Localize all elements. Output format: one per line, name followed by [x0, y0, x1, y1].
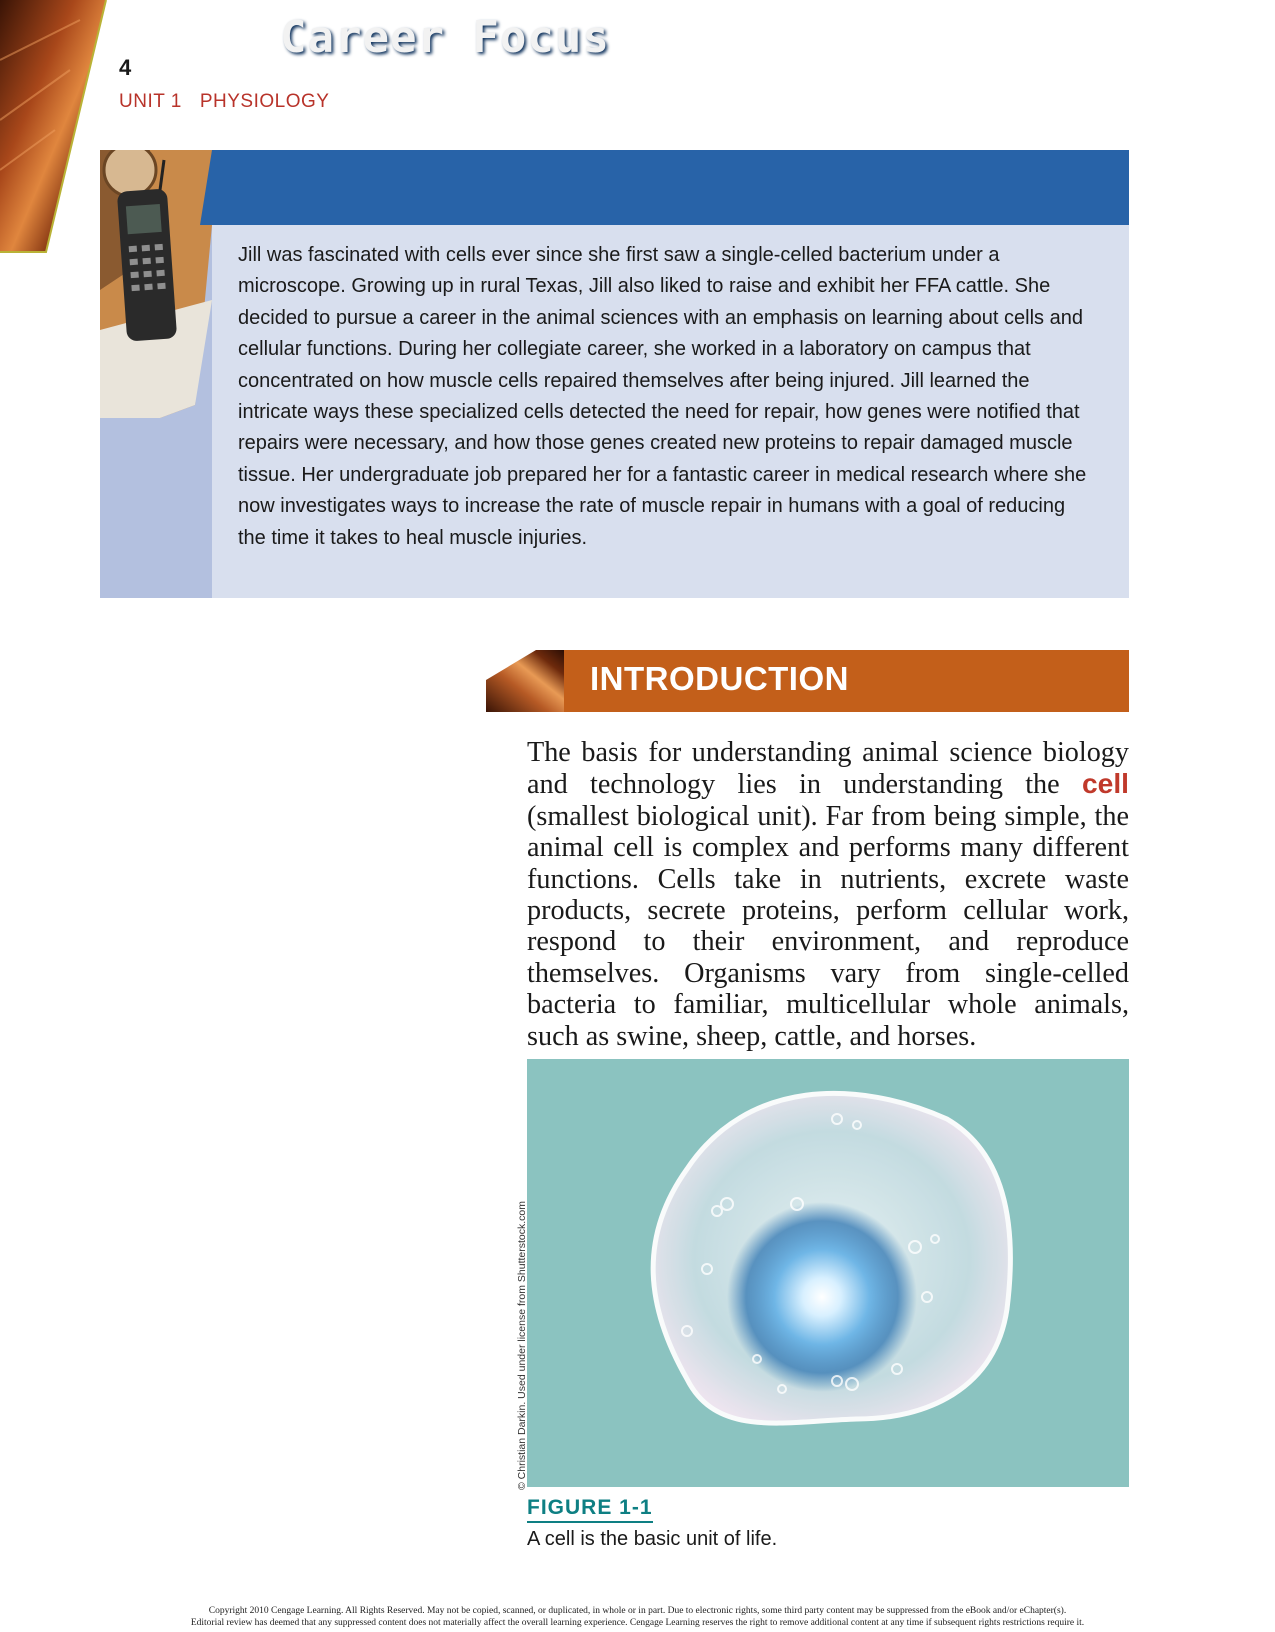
introduction-paragraph — [527, 737, 1129, 1052]
cell-image — [527, 1059, 1129, 1487]
intro-text-start: The basis for understanding animal science biology and technology lies in understanding the — [527, 737, 1129, 801]
corner-decoration — [0, 0, 110, 255]
running-head — [119, 91, 329, 113]
intro-text-end: (smallest biological unit). Far from being simple, the animal cell is complex and performs many different functions. Cells take in nutrients, excrete waste products, secrete proteins, perform cellular work, respond to their environment, and reproduce themselves. Organisms vary from single-celled bacteria to familiar, multicellular whole animals, such as swine, sheep, cattle, and horses. — [527, 800, 1129, 1052]
unit-label: UNIT 1 — [119, 91, 182, 112]
key-term-cell: cell — [1081, 767, 1130, 800]
figure-label: FIGURE 1-1 — [527, 1496, 653, 1523]
career-focus-photo — [100, 150, 212, 598]
page-number: 4 — [119, 55, 132, 80]
cell-illustration — [527, 1059, 1129, 1487]
photo-credit: © Christian Darkin. Used under license from Shutterstock.com — [516, 1200, 528, 1490]
copyright-line-2: Editorial review has deemed that any suppressed content does not materially affect the overall learning experience. Cengage Learning reserves the right to remove additional content at any time if subsequent rights restrictions require it. — [190, 1618, 1085, 1628]
copyright-notice — [0, 1605, 1275, 1629]
career-focus-header — [212, 150, 1129, 225]
career-header-wedge — [200, 150, 230, 225]
section-label: PHYSIOLOGY — [199, 91, 330, 112]
figure-caption: A cell is the basic unit of life. — [527, 1528, 778, 1550]
introduction-banner-stripe — [486, 650, 564, 712]
career-focus-text: Jill was fascinated with cells ever since she first saw a single-celled bacterium under a microscope. Growing up in rural Texas, Jill also liked to raise and exhibit her FFA cattle. She decided to pursue a career in the animal sciences with an emphasis on learning about cells and cellular functions. During her collegiate career, she worked in a laboratory on campus that concentrated on how muscle cells repaired themselves after being injured. Jill learned the intricate ways these specialized cells detected the need for repair, how genes were notified that repairs were necessary, and how those genes created new proteins to repair damaged muscle tissue. Her undergraduate job prepared her for a fantastic career in medical research where she now investigates ways to increase the rate of muscle repair in humans with a goal of reducing the time it takes to heal muscle injuries. — [238, 244, 1087, 549]
introduction-heading: INTRODUCTION — [590, 660, 849, 697]
career-focus-title: Career Focus — [280, 12, 610, 63]
copyright-line-1: Copyright 2010 Cengage Learning. All Rights Reserved. May not be copied, scanned, or duplicated, in whole or in part. Due to electronic rights, some third party content may be suppressed from the eBook and/or eChapter(s). — [208, 1606, 1067, 1616]
